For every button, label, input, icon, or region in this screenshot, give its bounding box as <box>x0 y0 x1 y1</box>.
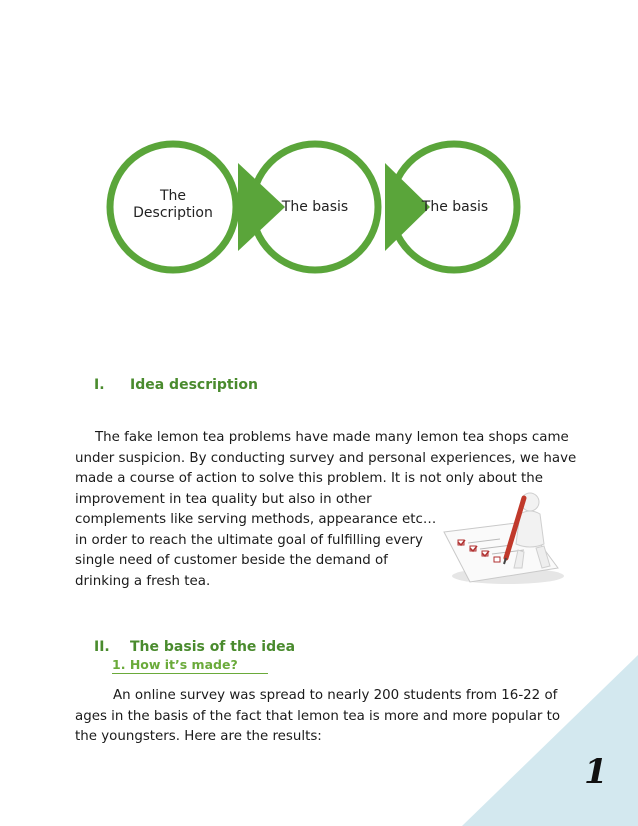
section-2-number: II. <box>94 639 110 655</box>
section-1-title: Idea description <box>130 377 258 393</box>
section-2-paragraph <box>75 686 560 748</box>
subsection-1-title: How it’s made? <box>129 657 238 672</box>
paragraph-line: made a course of action to solve this problem. It is not only about the <box>75 471 544 486</box>
section-2-heading <box>94 639 295 655</box>
subsection-1-heading <box>112 657 268 674</box>
paragraph-line: drinking a fresh tea. <box>75 573 211 589</box>
paragraph-line: in order to reach the ultimate goal of fulfilling every <box>75 532 423 548</box>
process-diagram <box>0 0 638 300</box>
section-2-title: The basis of the idea <box>130 639 296 655</box>
paragraph-line: improvement in tea quality but also in other <box>75 491 372 507</box>
diagram-step-3-label: The basis <box>421 199 489 215</box>
paragraph-line: single need of customer beside the demand of <box>75 553 388 568</box>
paragraph-line: the youngsters. Here are the results: <box>75 729 322 744</box>
section-1-number: I. <box>94 377 105 393</box>
diagram-step-2-label: The basis <box>281 199 349 215</box>
section-1-heading <box>94 377 258 393</box>
subsection-1-number: 1. <box>112 657 126 672</box>
paragraph-line: under suspicion. By conducting survey and personal experiences, we have <box>75 450 577 466</box>
paragraph-line: ages in the basis of the fact that lemon tea is more and more popular to <box>75 708 561 724</box>
paragraph-line: complements like serving methods, appearance etc… <box>75 512 437 527</box>
checklist-illustration <box>440 490 570 590</box>
paragraph-line: The fake lemon tea problems have made many lemon tea shops came <box>95 430 569 445</box>
diagram-step-1-label: The Description <box>133 188 213 221</box>
page-number: 1 <box>584 752 608 792</box>
paragraph-line: An online survey was spread to nearly 200 students from 16-22 of <box>113 688 558 703</box>
